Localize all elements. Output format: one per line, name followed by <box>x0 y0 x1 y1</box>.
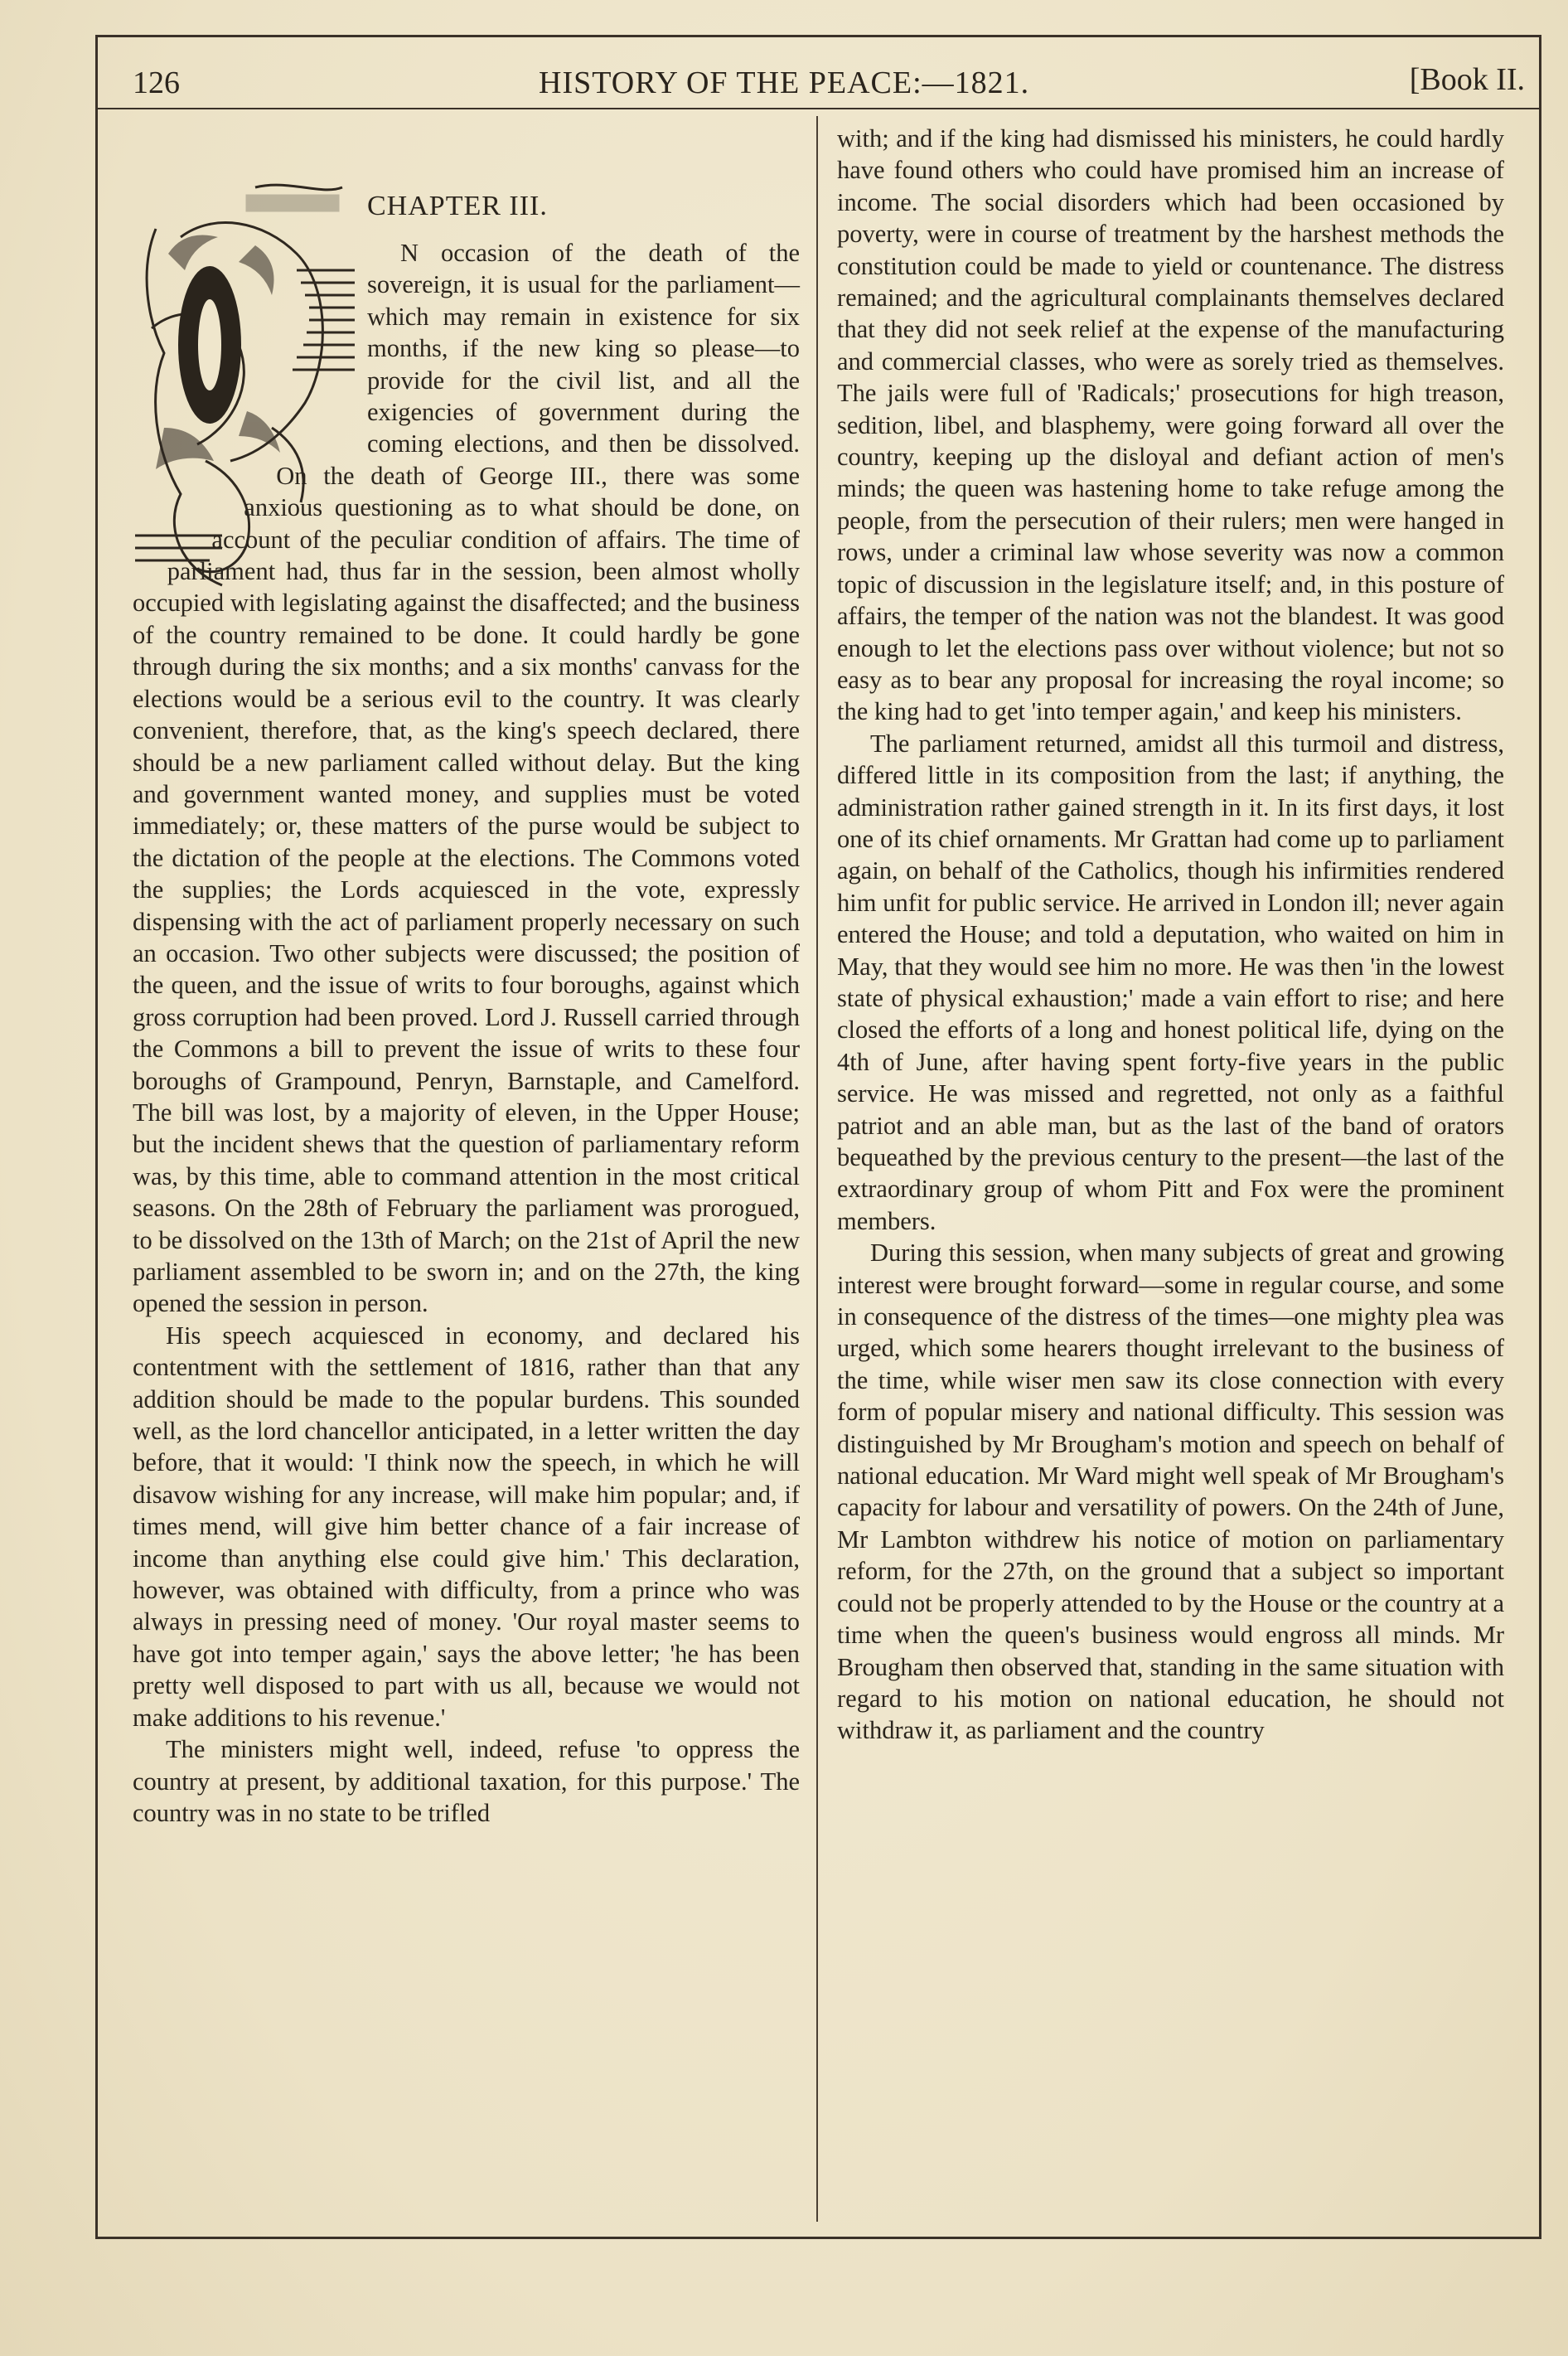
opening-paragraph: N occasion of the death of the sovereign, it is usual for the parliament—which may remain in existence for six months, if the new king so please—to provide for the civil list, and all the exigencies of government during the coming elections, and then be dissolved. On the death of George III., there was some anxious questioning as to what should be done, on account of the peculiar condition of affairs. The time of parliament had, thus far in the session, been almost wholly occupied with legislating against the disaffected; and the business of the country remained to be done. It could hardly be gone through during the six months; and a six months' canvass for the elections would be a serious evil to the country. It was clearly convenient, therefore, that, as the king's speech declared, there should be a new parliament called without delay. But the king and government wanted money, and supplies must be voted immediately; or, these matters of the purse would be subject to the dictation of the people at the elections. The Commons voted the supplies; the Lords acquiesced in the vote, expressly dispensing with the act of parliament properly necessary on such an occasion. Two other subjects were discussed; the position of the queen, and the issue of writs to four boroughs, against which gross corruption had been proved. Lord J. Russell carried through the Commons a bill to prevent the issue of writs to these four boroughs of Grampound, Penryn, Barnstaple, and Camelford. The bill was lost, by a majority of eleven, in the Upper House; but the incident shews that the question of parliamentary reform was, by this time, able to command attention in the most critical seasons. On the 28th of February the parliament was prorogued, to be dissolved on the 13th of March; on the 21st of April the new parliament assembled to be sworn in; and on the 27th, the king opened the session in person. <box>133 239 800 1318</box>
top-border-rule <box>95 35 1541 37</box>
running-header <box>124 48 1525 106</box>
opening-paragraph-block <box>133 237 800 1320</box>
page-number: 126 <box>133 65 180 100</box>
header-rule <box>95 108 1541 109</box>
running-title: HISTORY OF THE PEACE:—1821. <box>539 65 1030 100</box>
right-column <box>837 123 1504 1747</box>
right-border-rule <box>1539 35 1541 2238</box>
paragraph: The parliament returned, amidst all this turmoil and distress, differed little in its composition from the last; if anything, the administration rather gained strength in it. In its first days, it lost one of its chief ornaments. Mr Grattan had come up to parliament again, on behalf of the Catholics, though his infirmities rendered him unfit for public service. He arrived in London ill; never again entered the House; and told a deputation, who waited on him in May, that they would see him no more. He was then 'in the lowest state of physical exhaustion;' made a vain effort to rise; and here closed the efforts of a long and honest political life, dying on the 4th of June, after having spent forty-five years in the public service. He was missed and regretted, not only as a faithful patriot and an able man, but as the last of the band of orators bequeathed by the previous century to the present—the last of the extraordinary group of whom Pitt and Fox were the prominent members. <box>837 729 1504 1235</box>
bottom-border-rule <box>95 2237 1541 2239</box>
column-divider <box>816 116 818 2222</box>
continuation-paragraph: with; and if the king had dismissed his ministers, he could hardly have found others who could have promised him an increase of income. The social disorders which had been occasioned by poverty, were in course of treatment by the harshest methods the constitution could be made to yield or countenance. The distress remained; and the agricultural complainants themselves declared that they did not seek relief at the expense of the manufacturing and commercial classes, who were as sorely tried as themselves. The jails were full of 'Radicals;' prosecutions for high treason, sedition, libel, and blasphemy, were going forward all over the country, keeping up the disloyal and defiant action of men's minds; the queen was hastening home to take refuge among the people, from the persecution of their rulers; men were hanged in rows, under a criminal law whose severity was now a common topic of discussion in the legislature itself; and, in this posture of affairs, the temper of the nation was not the blandest. It was good enough to let the elections pass over without violence; but not so easy as to bear any proposal for increasing the royal income; so the king had to get 'into temper again,' and keep his ministers. <box>837 124 1504 726</box>
paragraph: His speech acquiesced in economy, and declared his contentment with the settlement of 1816, rather than that any addition should be made to the popular burdens. This sounded well, as the lord chancellor anticipated, in a letter written the day before, that it would: 'I think now the speech, in which he will disavow wishing for any increase, will make him popular; and, if times mend, will give him better chance of a fair increase of income than anything else could give him.' This declaration, however, was obtained with difficulty, from a prince who was always in pressing need of money. 'Our royal master seems to have got into temper again,' says the above letter; 'he has been pretty well disposed to part with us all, because we would not make additions to his revenue.' <box>133 1321 800 1732</box>
left-border-rule <box>95 35 98 2238</box>
chapter-heading: CHAPTER III. <box>367 191 548 221</box>
book-label: [Book II. <box>1409 62 1525 97</box>
paragraph: The ministers might well, indeed, refuse 'to oppress the country at present, by additional taxation, for this purpose.' The country was in no state to be trifled <box>133 1735 800 1827</box>
left-column <box>133 124 800 1829</box>
paragraph: During this session, when many subjects of great and growing interest were brought forward—some in regular course, and some in consequence of the distress of the times—one mighty plea was urged, which some hearers thought irrelevant to the business of the time, while wiser men saw its close connection with every form of popular misery and national difficulty. This session was distinguished by Mr Brougham's motion and speech on behalf of national education. Mr Ward might well speak of Mr Brougham's capacity for labour and versatility of powers. On the 24th of June, Mr Lambton withdrew his notice of motion on parliamentary reform, for the 27th, on the ground that a subject so important could not be properly attended to by the House or the country at a time when the queen's business would engross all minds. Mr Brougham then observed that, standing in the same situation with regard to his motion on national education, he should not withdraw it, as parliament and the country <box>837 1239 1504 1745</box>
